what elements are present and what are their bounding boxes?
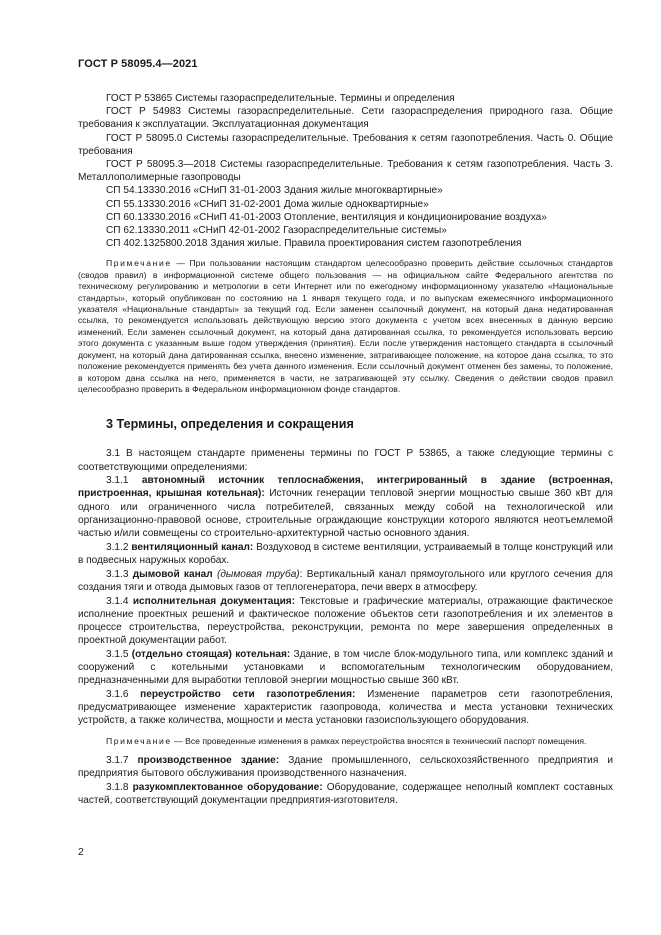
document-header: ГОСТ Р 58095.4—2021: [78, 58, 198, 70]
definition-text: Текстовые и графические материалы, отражающие фактическое исполнение проектных решений и фактическое положение объектов сети газопотребления и их элементов в процессе строительства, переустройства, реконструкции, ремонта по мере завершения определенных в проектной документации работ.: [78, 595, 614, 647]
section-title: 3 Термины, определения и сокращения: [106, 417, 354, 432]
definition-note: [78, 736, 613, 747]
reference-item: СП 402.1325800.2018 Здания жилые. Правила проектирования систем газопотребления: [106, 238, 522, 250]
definition-text: Здание промышленного, сельскохозяйственного предприятия и предприятия бытового обслуживания производственного назначения.: [78, 754, 613, 780]
normative-references-list: [78, 92, 613, 250]
reference-item: ГОСТ Р 54983 Системы газораспределительные. Сети газораспределения природного газа. Общие требования к эксплуатации. Эксплуатационная документация: [78, 106, 613, 131]
definition-term: (отдельно стоящая) котельная:: [131, 648, 291, 660]
note-text: — Все проведенные изменения в рамках переустройства вносятся в технический паспорт помещения.: [171, 735, 587, 746]
definition-text: Изменение параметров сети газопотребления, предусматривающее изменение характеристик газопровода, количества и места установки технических устройств, а также количества, мощности и места установки газоиспользующего оборудования.: [78, 688, 613, 727]
note-label: Примечание: [106, 735, 172, 746]
definition-item: [78, 648, 613, 688]
reference-item: СП 55.13330.2016 «СНиП 31-02-2001 Дома жилые одноквартирные»: [106, 198, 429, 210]
reference-item: ГОСТ Р 53865 Системы газораспределительные. Термины и определения: [106, 93, 455, 104]
definition-number: 3.1.2: [106, 541, 132, 553]
reference-item: СП 60.13330.2016 «СНиП 41-01-2003 Отопление, вентиляция и кондиционирование воздуха»: [106, 211, 547, 223]
definitions-list: [78, 447, 613, 807]
definition-text: : Вертикальный канал прямоугольного или круглого сечения для создания тяги и отвода дымовых газов от теплогенератора, печи вверх в атмосферу.: [78, 568, 613, 593]
definition-term: разукомплектованное оборудование:: [132, 781, 323, 793]
definition-term: автономный источник теплоснабжения, интегрированный в здание (встроенная, пристроенная, крышная котельная):: [78, 475, 613, 500]
definition-text: Воздуховод в системе вентиляции, устраиваемый в толще конструкций или в подвесных наружных коробах.: [78, 541, 614, 566]
reference-item: СП 54.13330.2016 «СНиП 31-01-2003 Здания жилые многоквартирные»: [106, 185, 443, 197]
definition-number: 3.1.8: [106, 781, 133, 793]
note-label: Примечание: [106, 258, 172, 269]
definition-number: 3.1.6: [106, 688, 141, 700]
definition-number: 3.1.5: [106, 648, 132, 660]
definition-term: производственное здание:: [137, 754, 280, 766]
definition-text: Здание, в том числе блок-модульного типа, или комплекс зданий и сооружений с котельными установками и вспомогательным технологическим оборудованием, предназначенными для выработки тепловой энергии мощностью свыше 360 кВт.: [78, 648, 613, 687]
page-number: 2: [78, 846, 84, 858]
note-text: — При пользовании настоящим стандартом целесообразно проверить действие ссылочных стандартов (сводов правил) в информационной системе общего пользования — на официальном сайте Федерального агентства по техническому регулированию и метрологии в сети Интернет или по ежегодному информационному указателю «Национальные стандарты», который опубликован по состоянию на 1 января текущего года, и по выпускам ежемесячного информационного указателя «Национальные стандарты» за текущий год. Если заменен ссылочный документ, на который дана недатированная ссылка, то рекомендуется использовать действующую версию этого документа с учетом всех внесенных в данную версию изменений. Если заменен ссылочный документ, на который дана датированная ссылка, то рекомендуется использовать версию этого документа с указанным выше годом утверждения (принятия). Если после утверждения настоящего стандарта в ссылочный документ, на который дана датированная ссылка, внесено изменение, затрагивающее положение, на которое дана ссылка, то это положение рекомендуется применять без учета данного изменения. Если ссылочный документ отменен без замены, то положение, в котором дана ссылка на него, применяется в части, не затрагивающей эту ссылку. Сведения о действии сводов правил целесообразно проверить в Федеральном информационном фонде стандартов.: [78, 258, 613, 394]
references-note: [78, 258, 613, 395]
page-content: [78, 92, 613, 807]
definition-item: [78, 568, 613, 594]
definition-item: [78, 474, 613, 540]
definition-number: 3.1.4: [106, 595, 133, 607]
section-intro: 3.1 В настоящем стандарте применены термины по ГОСТ Р 53865, а также следующие термины с соответствующими определениями:: [78, 448, 613, 473]
definition-alt-term: (дымовая труба): [212, 568, 300, 580]
definition-number: 3.1.3: [106, 568, 133, 580]
definition-item: [78, 541, 613, 567]
definition-term: переустройство сети газопотребления:: [140, 688, 356, 700]
definition-text: Оборудование, содержащее неполный комплект составных частей, соответствующий документации предприятия-изготовителя.: [78, 781, 613, 807]
reference-item: ГОСТ Р 58095.0 Системы газораспределительные. Требования к сетям газопотребления. Часть 0. Общие требования: [78, 132, 613, 157]
reference-item: ГОСТ Р 58095.3—2018 Системы газораспределительные. Требования к сетям газопотребления. Часть 3. Металлополимерные газопроводы: [78, 159, 613, 184]
definition-number: 3.1.1: [106, 475, 142, 487]
definition-term: исполнительная документация:: [132, 595, 296, 607]
definition-item: [78, 781, 613, 807]
reference-item: СП 62.13330.2011 «СНиП 42-01-2002 Газораспределительные системы»: [106, 225, 447, 237]
definition-term: дымовой канал: [132, 568, 213, 580]
definition-text: Источник генерации тепловой энергии мощностью свыше 360 кВт для одного или ограниченного числа потребителей, связанных между собой на технологической или организационно-правовой основе, строительные ограждающие конструкции которого являются неотъемлемой частью и/или совмещены со строительно-архитектурной частью основного здания.: [78, 488, 614, 540]
definition-number: 3.1.7: [106, 754, 138, 766]
definition-item: [78, 595, 613, 648]
definition-item: [78, 754, 613, 780]
definition-item: [78, 688, 613, 728]
definition-term: вентиляционный канал:: [131, 541, 254, 553]
